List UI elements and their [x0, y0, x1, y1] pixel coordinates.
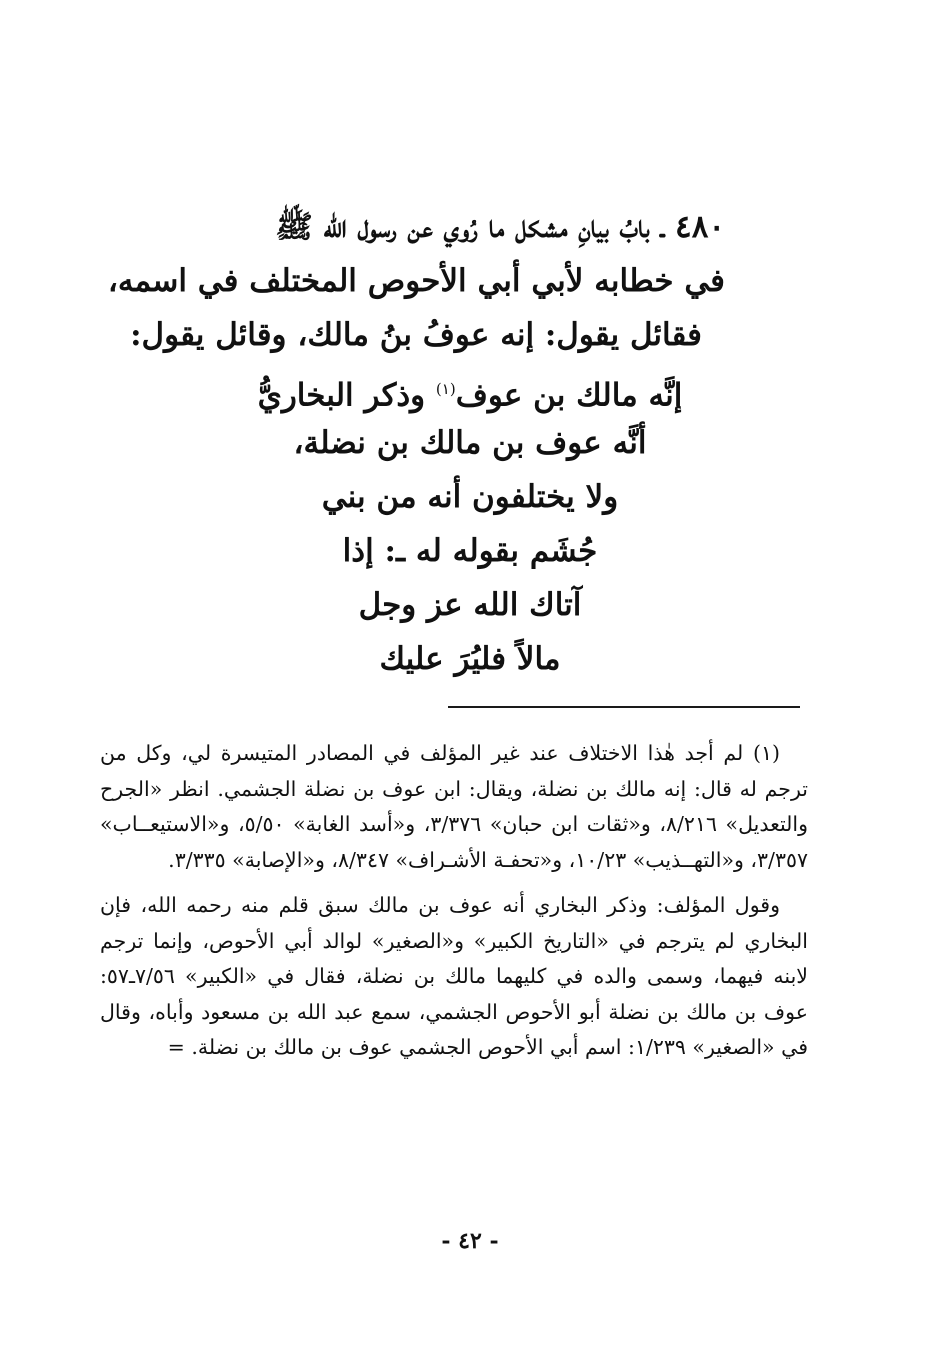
heading-line-1: ٤٨٠ ـ بابُ بيانِ مشكل ما رُوي عن رسول الله ﷺ — [275, 209, 725, 245]
page-number: - ٤٢ - — [441, 1228, 499, 1254]
footnote-paragraph-2: وقول المؤلف: وذكر البخاري أنه عوف بن مالك سبق قلم منه رحمه الله، فإن البخاري لم يترجم في «التاريخ الكبير» و«الصغير» لوالد أبي الأحوص، وإنما ترجم لابنه فيهما، وسمى والده في كليهما مالك بن نضلة، فقال في «الكبير» ٧/٥٦ـ٥٧: عوف بن مالك بن نضلة أبو الأحوص الجشمي، سمع عبد الله بن مسعود وأباه، وقال في «الصغير» ١/٢٣٩: اسم أبي الأحوص الجشمي عوف بن مالك بن نضلة. = — [100, 893, 808, 1059]
heading-line-4-start: إنَّه مالك بن عوف — [455, 377, 683, 414]
footnote-separator — [448, 706, 800, 708]
heading-line-8: آتاك الله عز وجل — [358, 587, 582, 623]
heading-line-6: ولا يختلفون أنه من بني — [321, 479, 619, 515]
footnotes — [100, 736, 808, 1066]
footnote-marker: (١) — [435, 380, 456, 398]
heading-line-3: فقائل يقول: إنه عوفُ بنُ مالك، وقائل يقول: — [130, 317, 702, 353]
heading-line-4 — [0, 362, 940, 416]
heading-line-9: مالاً فليُرَ عليك — [379, 641, 561, 677]
heading-line-2: في خطابه لأبي أبي الأحوص المختلف في اسمه، — [107, 263, 725, 299]
chapter-heading — [0, 200, 940, 686]
heading-line-4-end: وذكر البخاريُّ — [257, 377, 426, 414]
heading-line-5: أنَّه عوف بن مالك بن نضلة، — [293, 425, 647, 461]
footnote-paragraph-1: (١) لم أجد هٰذا الاختلاف عند غير المؤلف في المصادر المتيسرة لي، وكل من ترجم له قال: إنه مالك بن نضلة، ويقال: ابن عوف بن نضلة الجشمي. انظر «الجرح والتعديل» ٨/٢١٦، و«ثقات ابن حبان» ٣/٣٧٦، و«أسد الغابة» ٥/٥٠، و«الاستيعــاب» ٣/٣٥٧، و«التهــذيب» ١٠/٢٣، و«تحفـة الأشـراف» ٨/٣٤٧، و«الإصابة» ٣/٣٣٥. — [100, 741, 809, 872]
heading-line-7: جُشَم بقوله له ـ: إذا — [342, 533, 598, 569]
